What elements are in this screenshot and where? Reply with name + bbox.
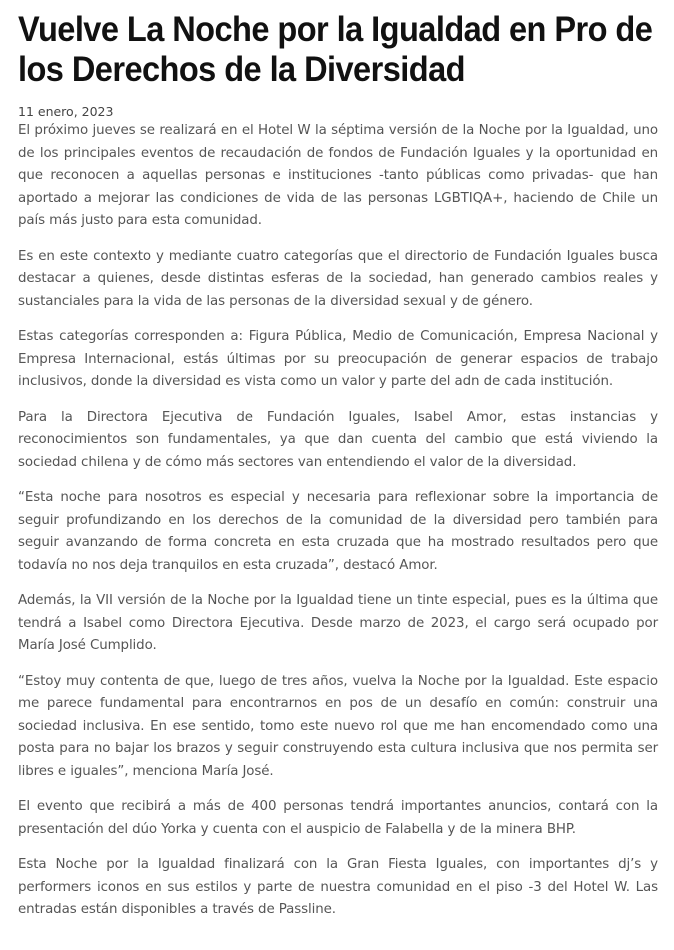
article-paragraph: “Estoy muy contenta de que, luego de tres años, vuelva la Noche por la Igualdad. Este espacio me parece fundamental para encontrarnos en pos de un desafío en común: construir una sociedad inclusiva. En ese sentido, tomo este nuevo rol que me han encomendado como una posta para no bajar los brazos y seguir construyendo esta cultura inclusiva que nos permita ser libres e iguales”, menciona María José. <box>18 673 658 779</box>
article-paragraph: Esta Noche por la Igualdad finalizará con la Gran Fiesta Iguales, con importantes dj’s y performers iconos en sus estilos y parte de nuestra comunidad en el piso -3 del Hotel W. Las entradas están disponibles a través de Passline. <box>18 857 658 917</box>
article <box>18 10 658 935</box>
article-paragraph: El próximo jueves se realizará en el Hotel W la séptima versión de la Noche por la Igualdad, uno de los principales eventos de recaudación de fondos de Fundación Iguales y la oportunidad en que reconocen a aquellas personas e instituciones -tanto públicas como privadas- que han aportado a mejorar las condiciones de vida de las personas LGBTIQA+, haciendo de Chile un país más justo para esta comunidad. <box>18 123 658 228</box>
article-title: Vuelve La Noche por la Igualdad en Pro de los Derechos de la Diversidad <box>18 10 653 89</box>
article-date: 11 enero, 2023 <box>18 104 114 119</box>
article-body <box>18 120 658 922</box>
article-paragraph: Estas categorías corresponden a: Figura Pública, Medio de Comunicación, Empresa Nacional y Empresa Internacional, estás últimas por su preocupación de generar espacios de trabajo inclusivos, donde la diversidad es vista como un valor y parte del adn de cada institución. <box>18 329 658 389</box>
article-paragraph: Además, la VII versión de la Noche por la Igualdad tiene un tinte especial, pues es la última que tendrá a Isabel como Directora Ejecutiva. Desde marzo de 2023, el cargo será ocupado por María José Cumplido. <box>18 593 658 653</box>
article-paragraph: Es en este contexto y mediante cuatro categorías que el directorio de Fundación Iguales busca destacar a quienes, desde distintas esferas de la sociedad, han generado cambios reales y sustanciales para la vida de las personas de la diversidad sexual y de género. <box>18 248 658 309</box>
article-paragraph: Para la Directora Ejecutiva de Fundación Iguales, Isabel Amor, estas instancias y reconocimientos son fundamentales, ya que dan cuenta del cambio que está viviendo la sociedad chilena y de cómo más sectores van entendiendo el valor de la diversidad. <box>18 409 658 470</box>
article-paragraph: “Esta noche para nosotros es especial y necesaria para reflexionar sobre la importancia de seguir profundizando en los derechos de la comunidad de la diversidad pero también para seguir avanzando de forma concreta en esta cruzada que ha mostrado resultados pero que todavía no nos deja tranquilos en esta cruzada”, destacó Amor. <box>18 490 658 573</box>
article-paragraph: El evento que recibirá a más de 400 personas tendrá importantes anuncios, contará con la presentación del dúo Yorka y cuenta con el auspicio de Falabella y de la minera BHP. <box>18 799 658 837</box>
